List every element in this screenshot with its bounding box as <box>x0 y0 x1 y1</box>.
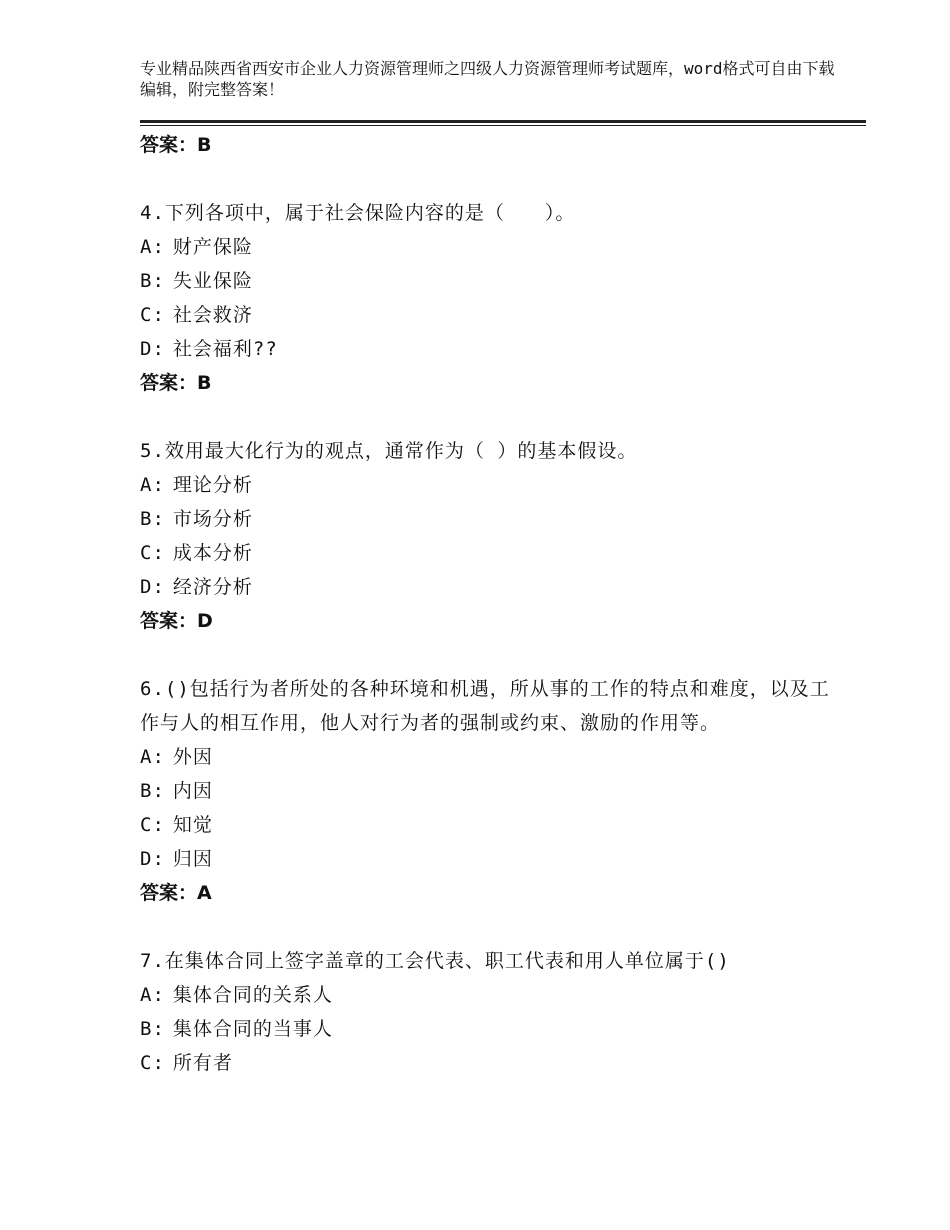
option-b <box>140 774 840 808</box>
previous-answer: 答案：B <box>140 134 212 156</box>
option-c <box>140 808 840 842</box>
option-c <box>140 536 840 570</box>
answer-line: 答案：A <box>140 882 212 904</box>
option-letter: A: <box>140 474 165 496</box>
option-letter: B: <box>140 1018 165 1040</box>
option-text: 财产保险 <box>172 236 253 258</box>
answer-line: 答案：D <box>140 610 213 632</box>
spacer <box>140 638 840 672</box>
question-stem: 7.在集体合同上签字盖章的工会代表、职工代表和用人单位属于() <box>140 950 730 972</box>
option-b <box>140 1012 840 1046</box>
option-letter: A: <box>140 746 165 768</box>
option-letter: C: <box>140 542 165 564</box>
spacer <box>140 910 840 944</box>
option-letter: D: <box>140 338 165 360</box>
option-b <box>140 502 840 536</box>
option-letter: B: <box>140 270 165 292</box>
option-text: 内因 <box>172 780 213 802</box>
option-c <box>140 1046 840 1080</box>
spacer <box>140 162 840 196</box>
header-rule-thin <box>140 125 866 126</box>
option-a <box>140 230 840 264</box>
answer-line: 答案：B <box>140 372 212 394</box>
option-text: 社会救济 <box>172 304 253 326</box>
option-letter: C: <box>140 1052 165 1074</box>
option-letter: A: <box>140 236 165 258</box>
question-5 <box>140 434 840 638</box>
option-c <box>140 298 840 332</box>
option-a <box>140 978 840 1012</box>
option-b <box>140 264 840 298</box>
question-list <box>140 128 840 1080</box>
option-text: 经济分析 <box>172 576 253 598</box>
option-text: 外因 <box>172 746 213 768</box>
option-text: 市场分析 <box>172 508 253 530</box>
option-letter: B: <box>140 780 165 802</box>
question-stem: 5.效用最大化行为的观点，通常作为（ ）的基本假设。 <box>140 440 638 462</box>
option-a <box>140 740 840 774</box>
option-letter: D: <box>140 848 165 870</box>
question-stem: 4.下列各项中，属于社会保险内容的是（ ）。 <box>140 202 576 224</box>
option-letter: B: <box>140 508 165 530</box>
option-text: 集体合同的关系人 <box>172 984 333 1006</box>
option-letter: C: <box>140 304 165 326</box>
option-letter: A: <box>140 984 165 1006</box>
question-6 <box>140 672 840 910</box>
option-d <box>140 570 840 604</box>
spacer <box>140 400 840 434</box>
option-text: 成本分析 <box>172 542 253 564</box>
option-text: 社会福利?? <box>172 338 278 360</box>
question-7 <box>140 944 840 1080</box>
option-text: 理论分析 <box>172 474 253 496</box>
option-letter: D: <box>140 576 165 598</box>
option-text: 归因 <box>172 848 213 870</box>
header-rule-thick <box>140 120 866 123</box>
option-d <box>140 332 840 366</box>
question-stem: 6.()包括行为者所处的各种环境和机遇，所从事的工作的特点和难度，以及工作与人的相互作用，他人对行为者的强制或约束、激励的作用等。 <box>140 678 830 734</box>
option-text: 失业保险 <box>172 270 253 292</box>
page-header-title: 专业精品陕西省西安市企业人力资源管理师之四级人力资源管理师考试题库，word格式可自由下载编辑，附完整答案！ <box>140 59 835 99</box>
option-text: 集体合同的当事人 <box>172 1018 333 1040</box>
option-d <box>140 842 840 876</box>
option-letter: C: <box>140 814 165 836</box>
option-text: 知觉 <box>172 814 213 836</box>
option-a <box>140 468 840 502</box>
question-4 <box>140 196 840 400</box>
option-text: 所有者 <box>172 1052 233 1074</box>
